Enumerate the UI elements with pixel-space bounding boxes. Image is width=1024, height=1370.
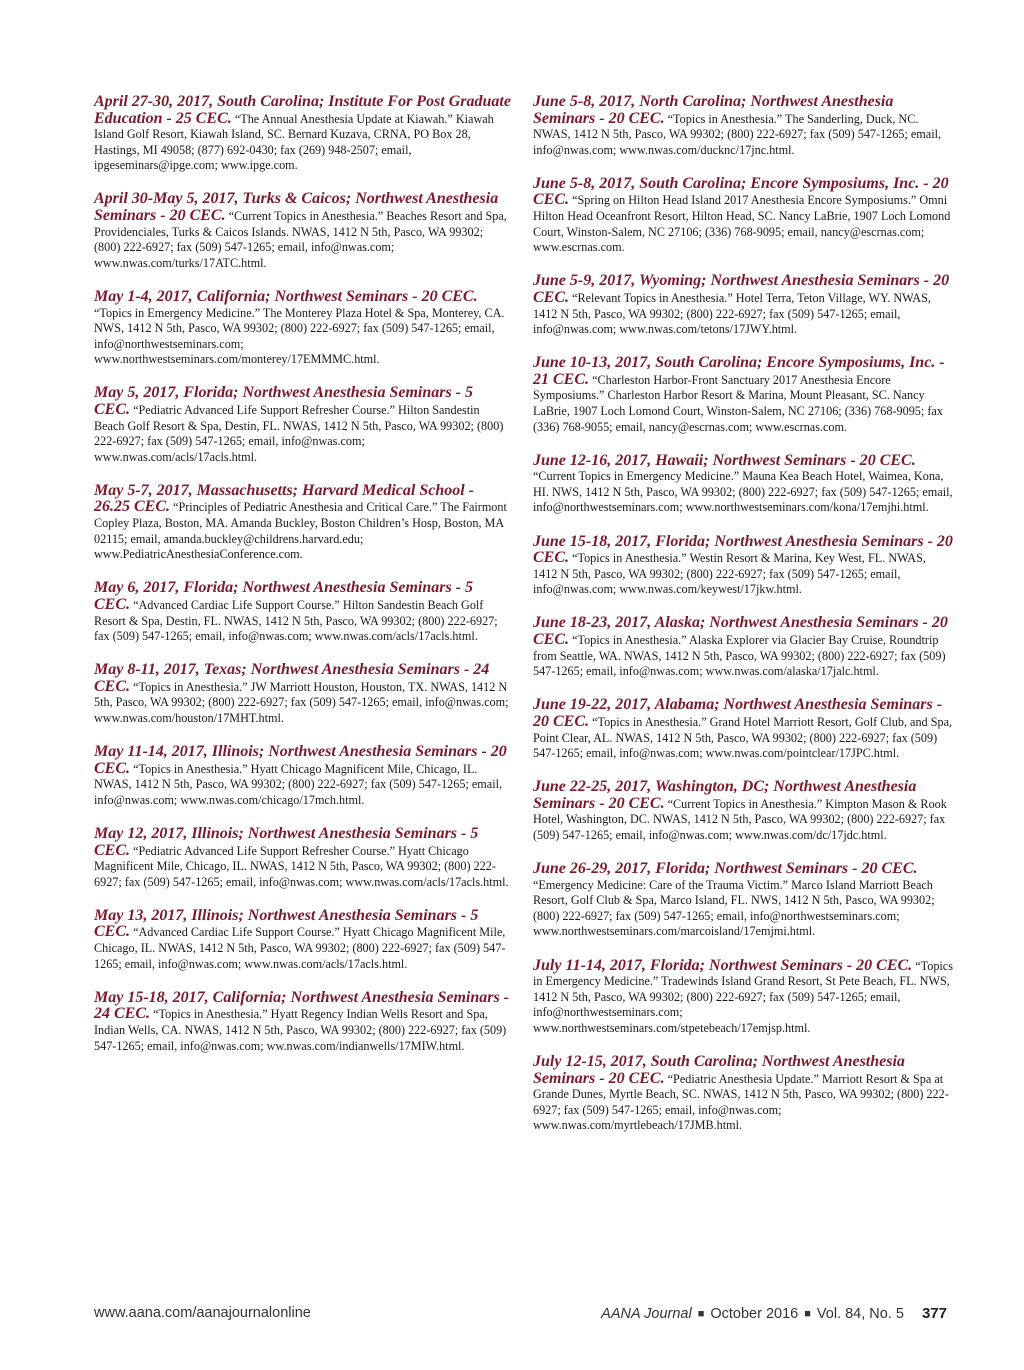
- entry-heading: May 6, 2017, Florida; Northwest Anesthesia Seminars - 5 CEC.: [94, 579, 474, 613]
- entry-heading: June 18-23, 2017, Alaska; Northwest Anesthesia Seminars - 20 CEC.: [533, 614, 948, 649]
- calendar-entry: [533, 958, 953, 1037]
- calendar-entry: [94, 744, 512, 808]
- entry-body: “Advanced Cardiac Life Support Course.” Hilton Sandestin Beach Golf Resort & Spa, Destin, FL. NWAS, 1412 N 5th, Pasco, WA 99302; (800) 222-6927; fax (509) 547-1265; email, info@nwas.com; www.nwas.com/acls/17acls.html.: [94, 597, 498, 644]
- calendar-entry: [94, 191, 512, 271]
- calendar-entry: [533, 779, 953, 843]
- calendar-entry: [533, 355, 953, 435]
- calendar-entry: [533, 534, 953, 598]
- entry-body: “Principles of Pediatric Anesthesia and Critical Care.” The Fairmont Copley Plaza, Boston, MA. Amanda Buckley, Boston Children’s Hosp, Boston, MA 02115; email, amanda.buckley@childrens.harvard.edu; www.PediatricAnesthesiaConference.com.: [94, 500, 507, 562]
- calendar-entry: [533, 861, 953, 940]
- entry-heading: July 11-14, 2017, Florida; Northwest Seminars - 20 CEC.: [533, 956, 913, 974]
- entry-body: “Topics in Anesthesia.” Grand Hotel Marriott Resort, Golf Club, and Spa, Point Clear, AL. NWAS, 1412 N 5th, Pasco, WA 99302; (800) 222-6927; fax (509) 547-1265; email, info@nwas.com; www.nwas.com/pointclear/17JPC.html.: [533, 714, 953, 761]
- calendar-entry: [533, 176, 953, 256]
- calendar-entry: [94, 990, 512, 1054]
- page-footer: [94, 1305, 947, 1325]
- separator-icon: ■: [697, 1308, 705, 1320]
- entry-heading: June 26-29, 2017, Florida; Northwest Seminars - 20 CEC.: [533, 860, 918, 878]
- calendar-entry: [94, 385, 512, 465]
- calendar-entry: [533, 1054, 953, 1134]
- entry-heading: May 1-4, 2017, California; Northwest Seminars - 20 CEC.: [94, 287, 478, 305]
- calendar-entry: [533, 615, 953, 679]
- entry-body: “Topics in Anesthesia.” Hyatt Regency Indian Wells Resort and Spa, Indian Wells, CA. NWAS, 1412 N 5th, Pasco, WA 99302; (800) 222-6927; fax (509) 547-1265; email, info@nwas.com; ww.nwas.com/indianwells/17MIW.html.: [94, 1007, 507, 1053]
- entry-body: “Current Topics in Emergency Medicine.” Mauna Kea Beach Hotel, Waimea, Kona, HI. NWS, 1412 N 5th, Pasco, WA 99302; (800) 222-6927; fax (509) 547-1265; email, info@northwestseminars.com; www.northwestseminars.com/kona/17emjhi.html.: [533, 469, 953, 515]
- left-column: [94, 94, 512, 1072]
- separator-icon: ■: [804, 1308, 811, 1320]
- entry-heading: June 10-13, 2017, South Carolina; Encore Symposiums, Inc. - 21 CEC.: [533, 354, 945, 388]
- entry-heading: May 5, 2017, Florida; Northwest Anesthesia Seminars - 5 CEC.: [94, 384, 474, 418]
- entry-heading: June 5-9, 2017, Wyoming; Northwest Anesthesia Seminars - 20 CEC.: [533, 272, 950, 306]
- entry-body: “Topics in Anesthesia.” Westin Resort & Marina, Key West, FL. NWAS, 1412 N 5th, Pasco, WA 99302; (800) 222-6927; fax (509) 547-1265; email, info@nwas.com; www.nwas.com/keywest/17jkw.html.: [533, 551, 926, 597]
- volume-number: Vol. 84, No. 5: [816, 1306, 904, 1322]
- entry-body: “Topics in Anesthesia.” JW Marriott Houston, Houston, TX. NWAS, 1412 N 5th, Pasco, WA 99302; (800) 222-6927; fax (509) 547-1265; email, info@nwas.com; www.nwas.com/houston/17MHT.html.: [94, 679, 509, 725]
- entry-heading: May 13, 2017, Illinois; Northwest Anesthesia Seminars - 5 CEC.: [94, 906, 479, 941]
- entry-body: “Topics in Emergency Medicine.” Tradewinds Island Grand Resort, St Pete Beach, FL. NWS, 1412 N 5th, Pasco, WA 99302; (800) 222-6927; fax (509) 547-1265; email, info@northwestseminars.com; www.northwestseminars.com/stpetebeach/17emjsp.html.: [533, 958, 953, 1035]
- issue-date: October 2016: [710, 1306, 799, 1322]
- entry-body: “Charleston Harbor-Front Sanctuary 2017 Anesthesia Encore Symposiums.” Charleston Harbor Resort & Marina, Mount Pleasant, SC. Nancy LaBrie, 1907 Loch Lomond Court, Winston-Salem, NC 27106; (336) 768-9095; fax (336) 768-9055; email, nancy@escrnas.com; www.escrnas.com.: [533, 372, 943, 434]
- journal-name: AANA Journal: [601, 1306, 692, 1322]
- calendar-entry: [533, 697, 953, 761]
- entry-body: “The Annual Anesthesia Update at Kiawah.” Kiawah Island Golf Resort, Kiawah Island, SC. Bernard Kuzava, CRNA, PO Box 28, Hastings, MI 49058; (877) 692-0430; fax (269) 948-2507; email, ipgeseminars@ipge.com; www.ipge.com.: [94, 111, 494, 173]
- entry-heading: June 19-22, 2017, Alabama; Northwest Anesthesia Seminars - 20 CEC.: [533, 696, 943, 730]
- entry-heading: May 11-14, 2017, Illinois; Northwest Anesthesia Seminars - 20 CEC.: [94, 743, 507, 777]
- entry-heading: June 5-8, 2017, North Carolina; Northwest Anesthesia Seminars - 20 CEC.: [533, 93, 894, 127]
- page-number: 377: [921, 1305, 947, 1322]
- entry-body: “Current Topics in Anesthesia.” Beaches Resort and Spa, Providenciales, Turks & Caicos Islands. NWAS, 1412 N 5th, Pasco, WA 99302; (800) 222-6927; fax (509) 547-1265; email, info@nwas.com; www.nwas.com/turks/17ATC.html.: [94, 209, 507, 270]
- calendar-entry: [94, 908, 512, 972]
- entry-body: “Topics in Emergency Medicine.” The Monterey Plaza Hotel & Spa, Monterey, CA. NWS, 1412 N 5th, Pasco, WA 99302; (800) 222-6927; fax (509) 547-1265; email, info@northwestseminars.com; www.northwestseminars.com/monterey/17EMMMC.html.: [94, 305, 505, 367]
- right-column: [533, 94, 953, 1151]
- entry-body: “Pediatric Advanced Life Support Refresher Course.” Hilton Sandestin Beach Golf Resort & Spa, Destin, FL. NWAS, 1412 N 5th, Pasco, WA 99302; (800) 222-6927; fax (509) 547-1265; email, info@nwas.com; www.nwas.com/acls/17acls.html.: [94, 403, 504, 464]
- entry-heading: June 15-18, 2017, Florida; Northwest Anesthesia Seminars - 20 CEC.: [533, 532, 953, 567]
- calendar-entry: [533, 94, 953, 158]
- entry-heading: June 22-25, 2017, Washington, DC; Northwest Anesthesia Seminars - 20 CEC.: [533, 778, 917, 812]
- entry-heading: May 12, 2017, Illinois; Northwest Anesthesia Seminars - 5 CEC.: [94, 824, 479, 859]
- calendar-entry: [94, 289, 512, 368]
- entry-body: “Emergency Medicine: Care of the Trauma Victim.” Marco Island Marriott Beach Resort, Golf Club & Spa, Marco Island, FL. NWS, 1412 N 5th, Pasco, WA 99302; (800) 222-6927; fax (509) 547-1265; email, info@northwestseminars.com; www.northwestseminars.com/marcoisland/17emjmi.html.: [533, 877, 935, 939]
- entry-body: “Topics in Anesthesia.” Hyatt Chicago Magnificent Mile, Chicago, IL. NWAS, 1412 N 5th, Pasco, WA 99302; (800) 222-6927; fax (509) 547-1265; email, info@nwas.com; www.nwas.com/chicago/17mch.html.: [94, 761, 503, 807]
- entry-heading: May 8-11, 2017, Texas; Northwest Anesthesia Seminars - 24 CEC.: [94, 661, 490, 695]
- entry-heading: April 30-May 5, 2017, Turks & Caicos; Northwest Anesthesia Seminars - 20 CEC.: [94, 190, 499, 225]
- calendar-entry: [533, 453, 953, 516]
- calendar-entry: [94, 826, 512, 890]
- entry-body: “Pediatric Advanced Life Support Refresher Course.” Hyatt Chicago Magnificent Mile, Chicago, IL. NWAS, 1412 N 5th, Pasco, WA 99302; (800) 222-6927; fax (509) 547-1265; email, info@nwas.com; www.nwas.com/acls/17acls.html.: [94, 843, 509, 889]
- calendar-entry: [94, 483, 512, 563]
- entry-heading: April 27-30, 2017, South Carolina; Institute For Post Graduate Education - 25 CEC.: [94, 93, 511, 127]
- entry-body: “Pediatric Anesthesia Update.” Marriott Resort & Spa at Grande Dunes, Myrtle Beach, SC. NWAS, 1412 N 5th, Pasco, WA 99302; (800) 222-6927; fax (509) 547-1265; email, info@nwas.com; www.nwas.com/myrtlebeach/17JMB.html.: [533, 1071, 949, 1133]
- entry-body: “Relevant Topics in Anesthesia.” Hotel Terra, Teton Village, WY. NWAS, 1412 N 5th, Pasco, WA 99302; (800) 222-6927; fax (509) 547-1265; email, info@nwas.com; www.nwas.com/tetons/17JWY.html.: [533, 290, 931, 337]
- entry-body: “Spring on Hilton Head Island 2017 Anesthesia Encore Symposiums.” Omni Hilton Head Oceanfront Resort, Hilton Head, SC. Nancy LaBrie, 1907 Loch Lomond Court, Winston-Salem, NC 27106; (336) 768-9095; email, nancy@escrnas.com; www.escrnas.com.: [533, 193, 951, 255]
- entry-heading: June 12-16, 2017, Hawaii; Northwest Seminars - 20 CEC.: [533, 451, 916, 469]
- entry-heading: May 15-18, 2017, California; Northwest Anesthesia Seminars - 24 CEC.: [94, 988, 510, 1023]
- entry-body: “Topics in Anesthesia.” Alaska Explorer via Glacier Bay Cruise, Roundtrip from Seattle, WA. NWAS, 1412 N 5th, Pasco, WA 99302; (800) 222-6927; fax (509) 547-1265; email, info@nwas.com; www.nwas.com/alaska/17jalc.html.: [533, 633, 946, 679]
- calendar-entry: [533, 273, 953, 337]
- entry-heading: July 12-15, 2017, South Carolina; Northwest Anesthesia Seminars - 20 CEC.: [533, 1053, 905, 1087]
- entry-body: “Topics in Anesthesia.” The Sanderling, Duck, NC. NWAS, 1412 N 5th, Pasco, WA 99302; (800) 222-6927; fax (509) 547-1265; email, info@nwas.com; www.nwas.com/ducknc/17jnc.html.: [533, 111, 942, 157]
- entry-heading: May 5-7, 2017, Massachusetts; Harvard Medical School - 26.25 CEC.: [94, 481, 474, 516]
- entry-body: “Advanced Cardiac Life Support Course.” Hyatt Chicago Magnificent Mile, Chicago, IL. NWAS, 1412 N 5th, Pasco, WA 99302; (800) 222-6927; fax (509) 547-1265; email, info@nwas.com; www.nwas.com/acls/17acls.html.: [94, 925, 506, 971]
- entry-heading: June 5-8, 2017, South Carolina; Encore Symposiums, Inc. - 20 CEC.: [533, 174, 949, 209]
- calendar-entry: [94, 580, 512, 644]
- calendar-entry: [94, 94, 512, 174]
- entry-body: “Current Topics in Anesthesia.” Kimpton Mason & Rook Hotel, Washington, DC. NWAS, 1412 N 5th, Pasco, WA 99302; (800) 222-6927; fax (509) 547-1265; email, info@nwas.com; www.nwas.com/dc/17jdc.html.: [533, 796, 947, 842]
- calendar-entry: [94, 662, 512, 726]
- footer-url[interactable]: www.aana.com/aanajournalonline: [94, 1305, 311, 1321]
- footer-citation: [601, 1305, 947, 1322]
